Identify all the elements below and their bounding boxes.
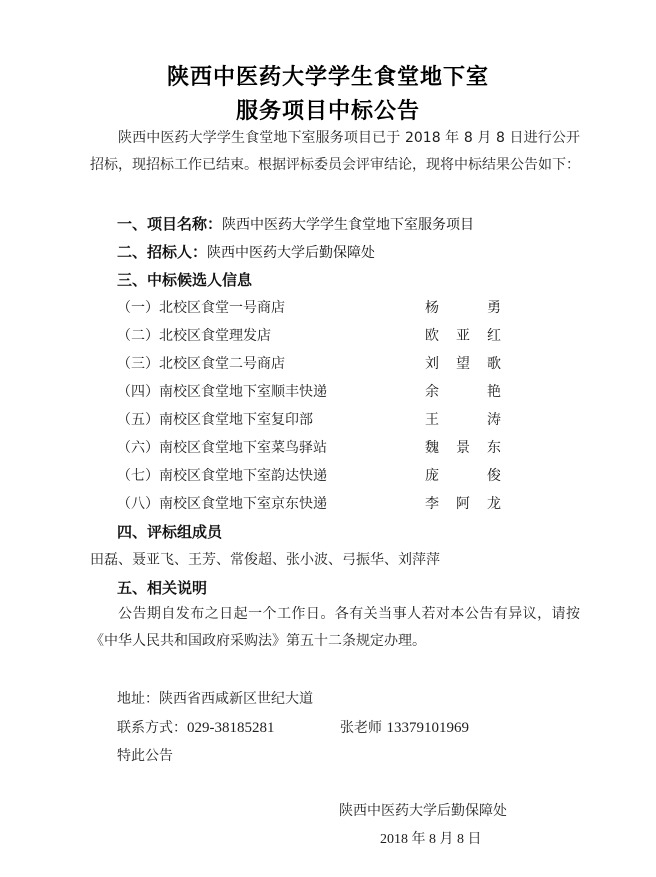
section-tenderer-heading: 二、招标人：	[117, 243, 208, 261]
section-tenderer	[117, 242, 375, 263]
candidate-person: 魏景东	[425, 440, 501, 456]
phone-value: 029-38185281	[187, 720, 275, 736]
signature-organization: 陕西中医药大学后勤保障处	[339, 803, 507, 819]
candidate-name: （七）南校区食堂地下室韵达快递	[117, 468, 327, 484]
candidate-person: 李阿龙	[425, 496, 501, 512]
section-project-name	[117, 214, 474, 235]
section-project-name-heading: 一、项目名称：	[117, 215, 223, 233]
candidate-name: （四）南校区食堂地下室顺丰快递	[117, 384, 327, 400]
candidate-name: （二）北校区食堂理发店	[117, 328, 271, 344]
candidate-person: 杨 勇	[425, 300, 501, 316]
notice-paragraph: 公告期自发布之日起一个工作日。各有关当事人若对本公告有异议，请按《中华人民共和国政府采购法》第五十二条规定办理。	[90, 606, 580, 649]
section-notes-heading: 五、相关说明	[117, 579, 208, 597]
signature-date: 2018 年 8 月 8 日	[380, 832, 482, 847]
project-name-value: 陕西中医药大学学生食堂地下室服务项目	[222, 217, 475, 233]
document-title-line-2: 服务项目中标公告	[235, 98, 420, 124]
candidate-name: （五）南校区食堂地下室复印部	[117, 412, 313, 428]
candidate-person: 余 艳	[425, 384, 501, 400]
phone-label: 联系方式：	[117, 720, 187, 736]
mobile-value: 13379101969	[386, 720, 469, 736]
candidate-name: （三）北校区食堂二号商店	[117, 356, 285, 372]
tenderer-value: 陕西中医药大学后勤保障处	[207, 245, 376, 261]
candidate-name: （八）南校区食堂地下室京东快递	[117, 496, 327, 512]
section-evaluation-committee-heading: 四、评标组成员	[117, 523, 223, 541]
address-label: 地址：	[117, 691, 159, 707]
section-candidates-heading: 三、中标候选人信息	[117, 271, 253, 289]
candidate-person: 欧亚红	[425, 328, 501, 344]
candidate-name: （一）北校区食堂一号商店	[117, 300, 285, 316]
candidate-person: 王 涛	[425, 412, 501, 428]
intro-paragraph: 陕西中医药大学学生食堂地下室服务项目已于 2018 年 8 月 8 日进行公开招标，现招标工作已结束。根据评标委员会评审结论，现将中标结果公告如下：	[90, 130, 580, 173]
candidate-name: （六）南校区食堂地下室菜鸟驿站	[117, 440, 327, 456]
closing-line: 特此公告	[117, 748, 173, 764]
contact-person-label: 张老师	[340, 720, 382, 736]
contact-line	[117, 718, 275, 738]
committee-members: 田磊、聂亚飞、王芳、常俊超、张小波、弓振华、刘萍萍	[90, 552, 440, 568]
candidate-person: 庞 俊	[425, 468, 501, 484]
address-line	[117, 689, 313, 709]
document-title-line-1: 陕西中医药大学学生食堂地下室	[166, 64, 489, 90]
candidate-person: 刘望歌	[425, 356, 501, 372]
address-value: 陕西省西咸新区世纪大道	[159, 691, 313, 707]
contact-person-line	[340, 718, 469, 738]
